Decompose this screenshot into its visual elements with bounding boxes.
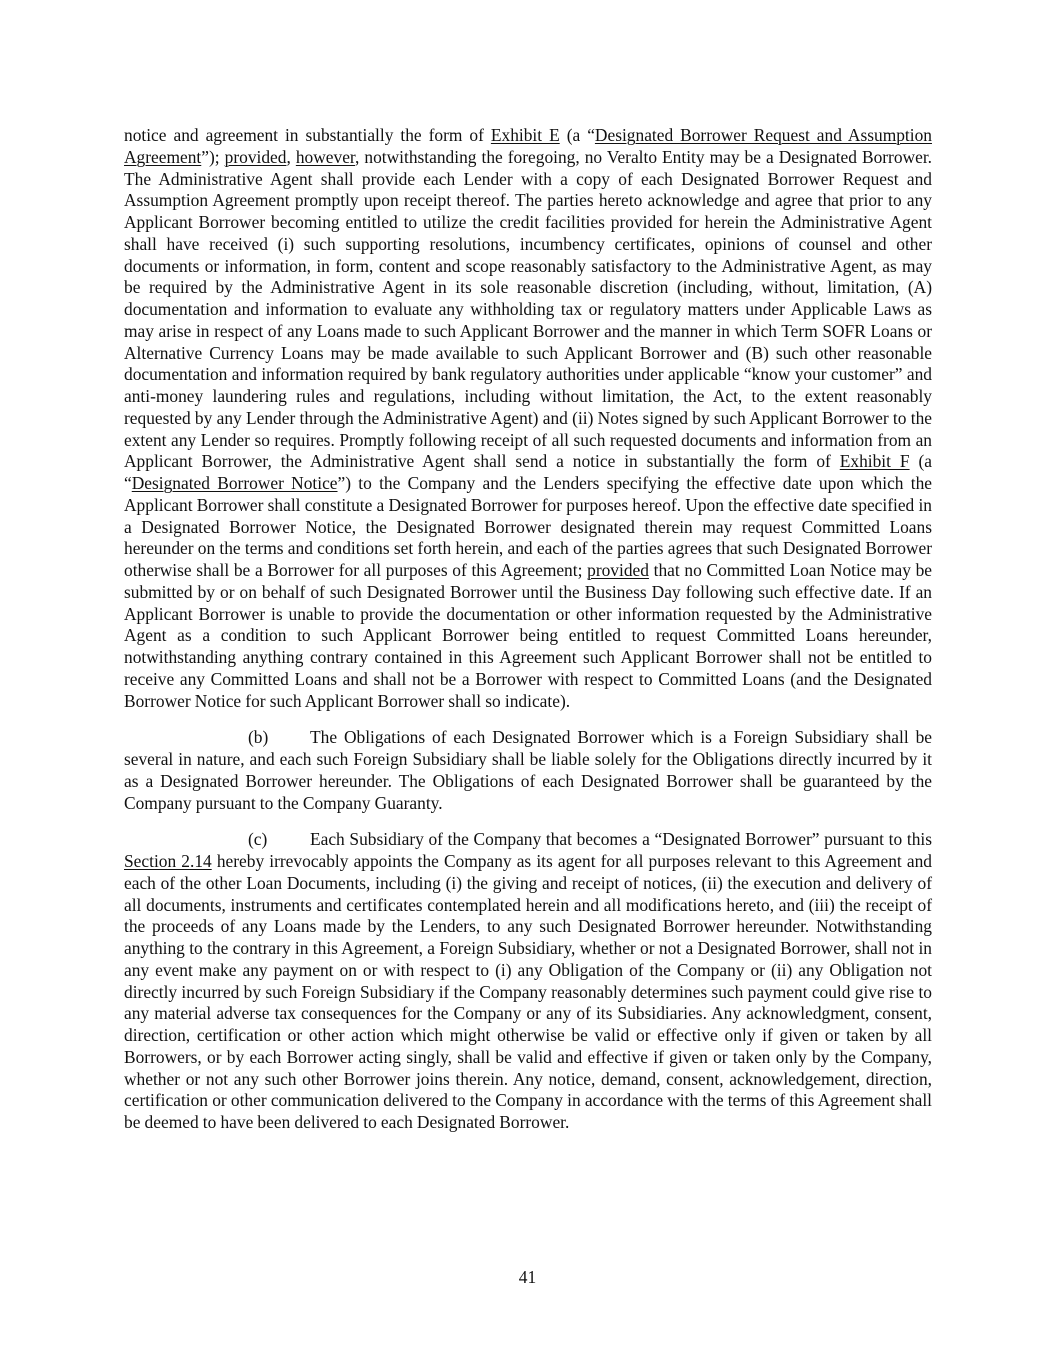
text-run: The Obligations of each Designated Borrower which is a Foreign Subsidiary shall be several in nature, and each such Foreign Subsidiary shall be liable solely for the Obligations directly incurred by it as a Designated Borrower hereunder. The Obligations of each Designated Borrower shall be guaranteed by the Company pursuant to the Company Guaranty.: [124, 727, 932, 813]
however-term: however: [295, 146, 356, 167]
text-run: (a “: [124, 451, 932, 493]
page-number: 41: [518, 1267, 537, 1287]
paragraph-designated-borrower-continuation: [124, 125, 932, 712]
text-run: Each Subsidiary of the Company that becomes a “Designated Borrower” pursuant to this: [310, 829, 932, 850]
paragraph-label: (c): [248, 829, 268, 850]
document-page: [124, 125, 932, 1134]
provided-term: provided: [587, 560, 649, 580]
paragraph-c: [124, 829, 932, 1134]
text-run: hereby irrevocably appoints the Company as its agent for all purposes relevant to this Agreement and each of the other Loan Documents, including (i) the giving and receipt of notices, (ii) the execution and delivery of all documents, instruments and certificates contemplated herein and all modifications hereto, and (iii) the receipt of the proceeds of any Loans made by the Lenders, to any such Designated Borrower hereunder. Notwithstanding anything to the contrary in this Agreement, a Foreign Subsidiary, whether or not a Designated Borrower, shall not in any event make any payment on or with respect to (i) any Obligation of the Company or (ii) any Obligation not directly incurred by such Foreign Subsidiary if the Company reasonably determines such payment could give rise to any material adverse tax consequences for the Company or any of its Subsidiaries. Any acknowledgment, consent, direction, certification or other action which might otherwise be valid or effective only if given or taken by all Borrowers, or by each Borrower acting singly, shall be valid and effective if given or taken only by the Company, whether or not any such other Borrower joins therein. Any notice, demand, consent, acknowledgement, direction, certification or other communication delivered to the Company in accordance with the terms of this Agreement shall be deemed to have been delivered to each Designated Borrower.: [124, 851, 932, 1132]
paragraph-b: [124, 727, 932, 814]
exhibit-e-reference: Exhibit E: [490, 125, 560, 145]
paragraph-label: (b): [248, 727, 269, 748]
defined-term-request-assumption-agreement: Designated Borrower Request and Assumption Agreement: [124, 125, 932, 167]
text-run: ”) to the Company and the Lenders specifying the effective date upon which the Applicant Borrower shall constitute a Designated Borrower for purposes hereof. Upon the effective date specified in a Designated Borrower Notice, the Designated Borrower designated therein may request Committed Loans hereunder on the terms and conditions set forth herein, and each of the parties agrees that such Designated Borrower otherwise shall be a Borrower for all purposes of this Agreement;: [124, 473, 933, 580]
defined-term-designated-borrower-notice: Designated Borrower Notice: [131, 473, 338, 493]
text-run: ,: [286, 146, 296, 167]
section-reference: Section 2.14: [124, 851, 212, 871]
text-run: ”);: [201, 146, 225, 167]
text-run: that no Committed Loan Notice may be submitted by or on behalf of such Designated Borrower until the Business Day following such effective date. If an Applicant Borrower is unable to provide the documentation or other information requested by the Administrative Agent as a condition to such Applicant Borrower being entitled to request Committed Loans hereunder, notwithstanding anything contrary contained in this Agreement such Applicant Borrower shall not be entitled to receive any Committed Loans and shall not be a Borrower with respect to Committed Loans (and the Designated Borrower Notice for such Applicant Borrower shall so indicate).: [124, 560, 932, 711]
text-run: notice and agreement in substantially the form of: [124, 125, 491, 145]
provided-term: provided: [224, 146, 287, 167]
exhibit-f-reference: Exhibit F: [839, 451, 910, 472]
text-run: (a “: [559, 125, 595, 145]
text-run: , notwithstanding the foregoing, no Veralto Entity may be a Designated Borrower. The Administrative Agent shall provide each Lender with a copy of each Designated Borrower Request and Assumption Agreement promptly upon receipt thereof. The parties hereto acknowledge and agree that prior to any Applicant Borrower becoming entitled to utilize the credit facilities provided for herein the Administrative Agent shall have received (i) such supporting resolutions, incumbency certificates, opinions of counsel and other documents or information, in form, content and scope reasonably satisfactory to the Administrative Agent, as may be required by the Administrative Agent in its sole reasonable discretion (including, without, limitation, (A) documentation and information to evaluate any withholding tax or regulatory matters under Applicable Laws as may arise in respect of any Loans made to such Applicant Borrower and the manner in which Term SOFR Loans or Alternative Currency Loans may be made available to such Applicant Borrower and (B) such other reasonable documentation and information required by bank regulatory authorities under applicable “know your customer” and anti-money laundering rules and regulations, including without limitation, the Act, to the extent reasonably requested by any Lender through the Administrative Agent) and (ii) Notes signed by such Applicant Borrower to the extent any Lender so requires. Promptly following receipt of all such requested documents and information from an Applicant Borrower, the Administrative Agent shall send a notice in substantially the form of: [124, 146, 933, 472]
